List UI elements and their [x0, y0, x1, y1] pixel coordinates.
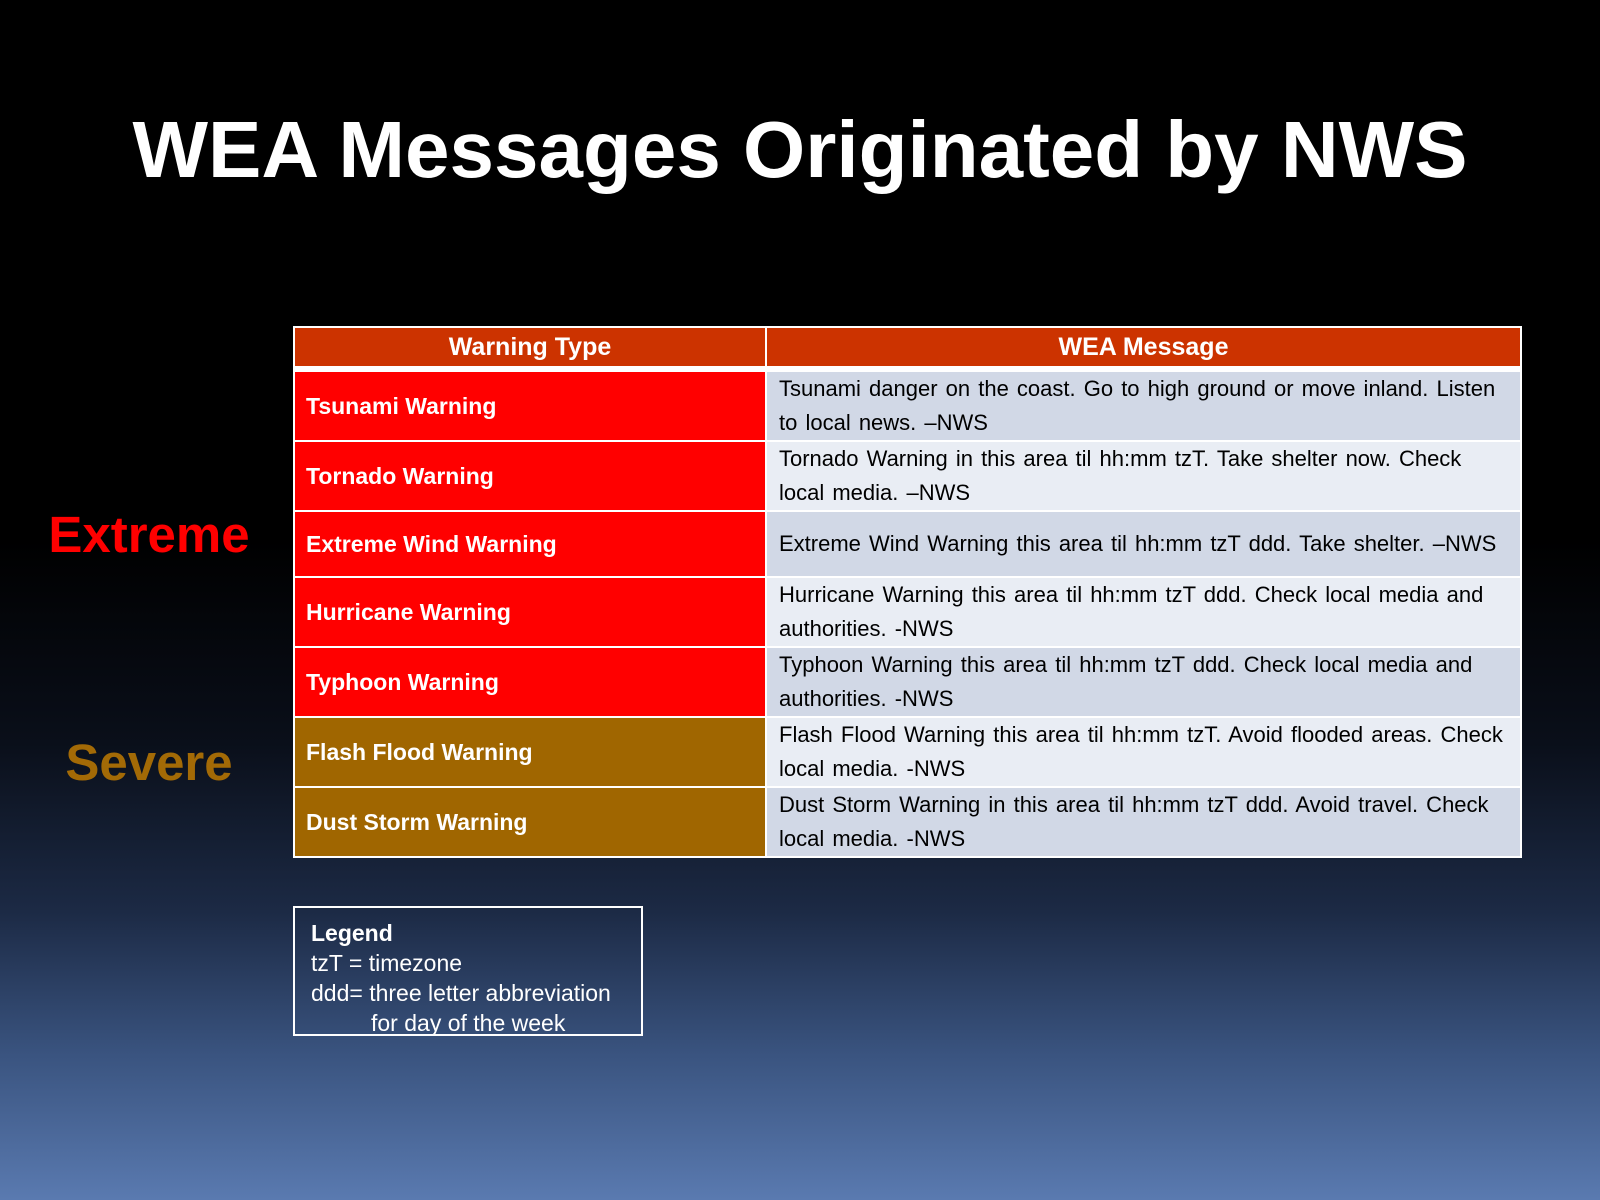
wea-message-cell: Tornado Warning in this area til hh:mm tzT. Take shelter now. Check local media. –NWS — [766, 441, 1521, 511]
wea-message-cell: Dust Storm Warning in this area til hh:mm tzT ddd. Avoid travel. Check local media. -NWS — [766, 787, 1521, 857]
header-warning-type: Warning Type — [294, 327, 766, 369]
table-row — [294, 369, 1521, 441]
table-header-row — [294, 327, 1521, 369]
table-row — [294, 441, 1521, 511]
warning-type-cell: Flash Flood Warning — [294, 717, 766, 787]
wea-message-cell: Hurricane Warning this area til hh:mm tzT ddd. Check local media and authorities. -NWS — [766, 577, 1521, 647]
severity-label-extreme: Extreme — [48, 506, 250, 563]
severity-label-severe: Severe — [65, 734, 233, 791]
warning-type-cell: Dust Storm Warning — [294, 787, 766, 857]
warning-type-cell: Tornado Warning — [294, 441, 766, 511]
wea-message-cell: Extreme Wind Warning this area til hh:mm tzT ddd. Take shelter. –NWS — [766, 511, 1521, 577]
table-row — [294, 577, 1521, 647]
legend-box — [293, 906, 643, 1036]
header-wea-message: WEA Message — [766, 327, 1521, 369]
legend-line-timezone: tzT = timezone — [311, 950, 463, 976]
table-row — [294, 787, 1521, 857]
warning-type-cell: Tsunami Warning — [294, 369, 766, 441]
warning-type-cell: Hurricane Warning — [294, 577, 766, 647]
legend-title: Legend — [311, 920, 393, 946]
legend-line-day-of-week: for day of the week — [371, 1010, 566, 1036]
warning-type-cell: Typhoon Warning — [294, 647, 766, 717]
wea-message-cell: Typhoon Warning this area til hh:mm tzT ddd. Check local media and authorities. -NWS — [766, 647, 1521, 717]
table-row — [294, 647, 1521, 717]
table-row — [294, 717, 1521, 787]
slide-title: WEA Messages Originated by NWS — [132, 105, 1468, 194]
table-row — [294, 511, 1521, 577]
wea-message-cell: Flash Flood Warning this area til hh:mm tzT. Avoid flooded areas. Check local media. -NWS — [766, 717, 1521, 787]
warning-type-cell: Extreme Wind Warning — [294, 511, 766, 577]
wea-message-cell: Tsunami danger on the coast. Go to high ground or move inland. Listen to local news. –NWS — [766, 369, 1521, 441]
warning-table — [293, 326, 1522, 858]
legend-line-day-abbrev: ddd= three letter abbreviation — [311, 980, 611, 1006]
